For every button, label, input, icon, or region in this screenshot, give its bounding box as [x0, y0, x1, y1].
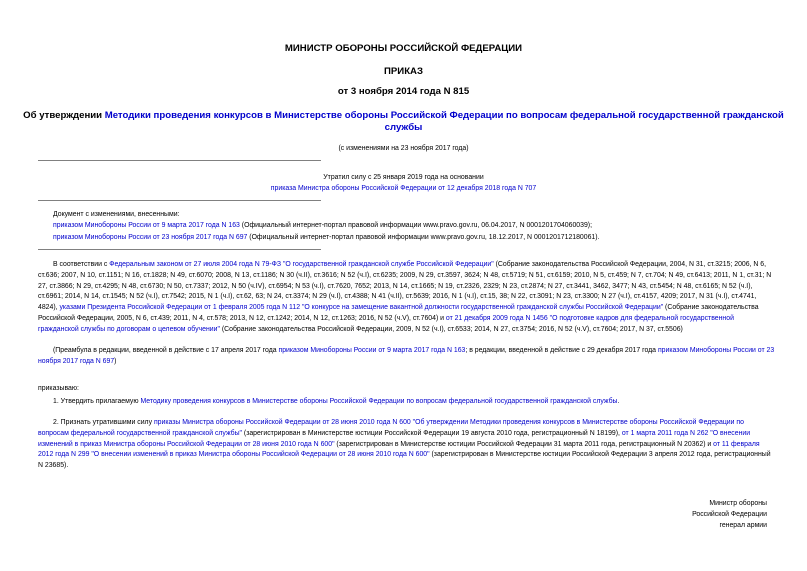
lost-force-basis — [0, 185, 807, 192]
preamble-text: В соответствии с — [53, 261, 110, 268]
item-text: . — [617, 398, 620, 405]
lost-force-link[interactable]: приказа Министра обороны Российской Федерации от 12 декабря 2018 года N 707 — [270, 185, 537, 192]
preamble-text: (Собрание законодательства Российской Федерации, 2005, N 6, ст.439; 2011, N 4, ст.578; 2013, N 12, ст.1242; 2014, N 12, ст.1263; 2016, N 52 (ч.V), ст.7604) и — [38, 304, 759, 322]
methodology-link[interactable]: Методику проведения конкурсов в Министерстве обороны Российской Федерации по вопросам федеральной государственной гражданской службы — [140, 398, 618, 405]
federal-law-link[interactable]: Федеральным законом от 27 июля 2004 года N 79-ФЗ "О государственной гражданской службе Российской Федерации" — [109, 261, 494, 268]
preamble-note — [38, 346, 775, 368]
item-text: 2. Признать утратившими силу — [53, 419, 154, 426]
amendment-source: (Официальный интернет-портал правовой информации www.pravo.gov.ru, 06.04.2017, N 0001201704060039); — [239, 222, 593, 229]
divider — [38, 200, 321, 201]
divider — [38, 160, 321, 161]
signature-organization: Российской Федерации — [692, 511, 767, 518]
presidential-decree-link[interactable]: указами Президента Российской Федерации от 1 февраля 2005 года N 112 "О конкурсе на замещение вакантной должности государственной гражданской службы Российской Федерации" — [59, 304, 664, 312]
preamble-text: (Собрание законодательства Российской Федерации, 2004, N 31, ст.3215; 2006, N 6, ст.636; 2007, N 10, ст.1151; N 16, ст.1828; N 49, ст.6070; 2008, N 13, ст.1186; N 30 (ч.II), ст.3616; N 52 (ч.I), ст.6235; 2009, N 29, ст.3597, 3624; N 48, ст.5719; N 51, ст.6159; 2010, N 5, ст.459; N 7, ст.704; N 49, ст.6413; 2011, N 1, ст.31; N 27, ст.3866; N 29, ст.4295; N 48, ст.6730; N 50, ст.7337; 2012, N 50 (ч.IV), ст.6954; N 53 (ч.I), ст.7620, 7652; 2013, N 14, ст.1665; N 19, ст.2326, 2329; N 23, ст.2874; N 27, ст.3441, 3462, 3477; N 43, ст.5454; N 48, ст.6165; N 52 (ч.I), ст.6961; 2014, N 14, ст.1545; N 52 (ч.I), ст.7542; 2015, N 1 (ч.I), ст.62, 63; N 24, ст.3374; N 29 (ч.I), ст.4388; N 41 (ч.II), ст.5639; 2016, N 1 (ч.I), ст.15, 38; N 22, ст.3091; N 23, ст.3300; N 27 (ч.I), ст.4157, 4209; 2017, N 31 (ч.I), ст.4741, 4824), — [38, 261, 772, 312]
amendment-item — [53, 222, 592, 229]
amendment-link[interactable]: приказом Минобороны России от 23 ноября 2017 года N 697 — [53, 234, 248, 241]
order-600-link[interactable]: приказы Министра обороны Российской Федерации от 28 июня 2010 года N 600 "Об утверждении Методики проведения конкурсов в Министерстве обороны Российской Федерации по вопросам федеральной государственной гражданской службы" — [38, 419, 744, 437]
item-1 — [38, 397, 775, 408]
item-text: (зарегистрирован в Министерстве юстиции Российской Федерации 31 марта 2011 года, регистрационный N 20362) и — [334, 440, 714, 448]
order-word: приказываю: — [38, 385, 79, 392]
preamble-text: (Собрание законодательства Российской Федерации, 2009, N 52 (ч.I), ст.6533; 2014, N 27, ст.3754; 2016, N 52 (ч.V), ст.7604; 2017, N 37, ст.5506) — [219, 325, 683, 333]
ministry-heading: МИНИСТР ОБОРОНЫ РОССИЙСКОЙ ФЕДЕРАЦИИ — [284, 43, 523, 54]
decree-1456-link[interactable]: от 21 декабря 2009 года N 1456 "О подготовке кадров для федеральной государственной гражданской службы по договорам о целевом обучении" — [38, 314, 734, 333]
item-text: 1. Утвердить прилагаемую — [53, 398, 141, 405]
item-2 — [38, 418, 775, 472]
note-text: (Преамбула в редакции, введенной в действие с 17 апреля 2017 года — [53, 347, 279, 354]
document-title — [0, 110, 807, 134]
item-text: (зарегистрирован в Министерстве юстиции Российской Федерации 3 апреля 2012 года, регистрационный N 23685). — [38, 451, 771, 470]
amendment-item — [53, 234, 599, 241]
item-text: (зарегистрирован в Министерстве юстиции Российской Федерации 19 августа 2010 года, регистрационный N 18199), — [241, 429, 622, 437]
order-163-link[interactable]: приказом Минобороны России от 9 марта 2017 года N 163 — [278, 347, 466, 354]
doc-date-number: от 3 ноября 2014 года N 815 — [337, 86, 470, 97]
note-text: ) — [114, 357, 117, 365]
title-prefix: Об утверждении — [23, 110, 105, 121]
amendment-link[interactable]: приказом Минобороны России от 9 марта 2017 года N 163 — [53, 222, 240, 229]
doc-type-heading: ПРИКАЗ — [384, 66, 423, 77]
signature-rank: генерал армии — [719, 522, 767, 529]
order-262-link[interactable]: от 1 марта 2011 года N 262 "О внесении изменений в приказ Министра обороны Российской Федерации от 28 июня 2010 года N 600" — [38, 429, 751, 448]
preamble-paragraph — [38, 260, 775, 336]
order-697-link[interactable]: приказом Минобороны России от 23 ноября 2017 года N 697 — [38, 347, 775, 365]
title-link-continued[interactable]: службы — [384, 122, 423, 133]
amendment-source: (Официальный интернет-портал правовой информации www.pravo.gov.ru, 18.12.2017, N 0001201712180061). — [247, 234, 600, 241]
signature-title: Министр обороны — [709, 500, 767, 507]
lost-force-line: Утратил силу с 25 января 2019 года на основании — [323, 174, 484, 181]
changes-note: (с изменениями на 23 ноября 2017 года) — [338, 145, 469, 152]
title-link[interactable]: Методики проведения конкурсов в Министерстве обороны Российской Федерации по вопросам федеральной государственной гражданской — [104, 110, 784, 121]
order-299-link[interactable]: от 11 февраля 2012 года N 299 "О внесении изменений в приказ Министра обороны Российской Федерации от 28 июня 2010 года N 600" — [38, 440, 760, 459]
divider — [38, 249, 321, 250]
amendments-heading: Документ с изменениями, внесенными: — [53, 211, 180, 218]
note-text: ; в редакции, введенной в действие с 29 декабря 2017 года — [465, 347, 658, 354]
